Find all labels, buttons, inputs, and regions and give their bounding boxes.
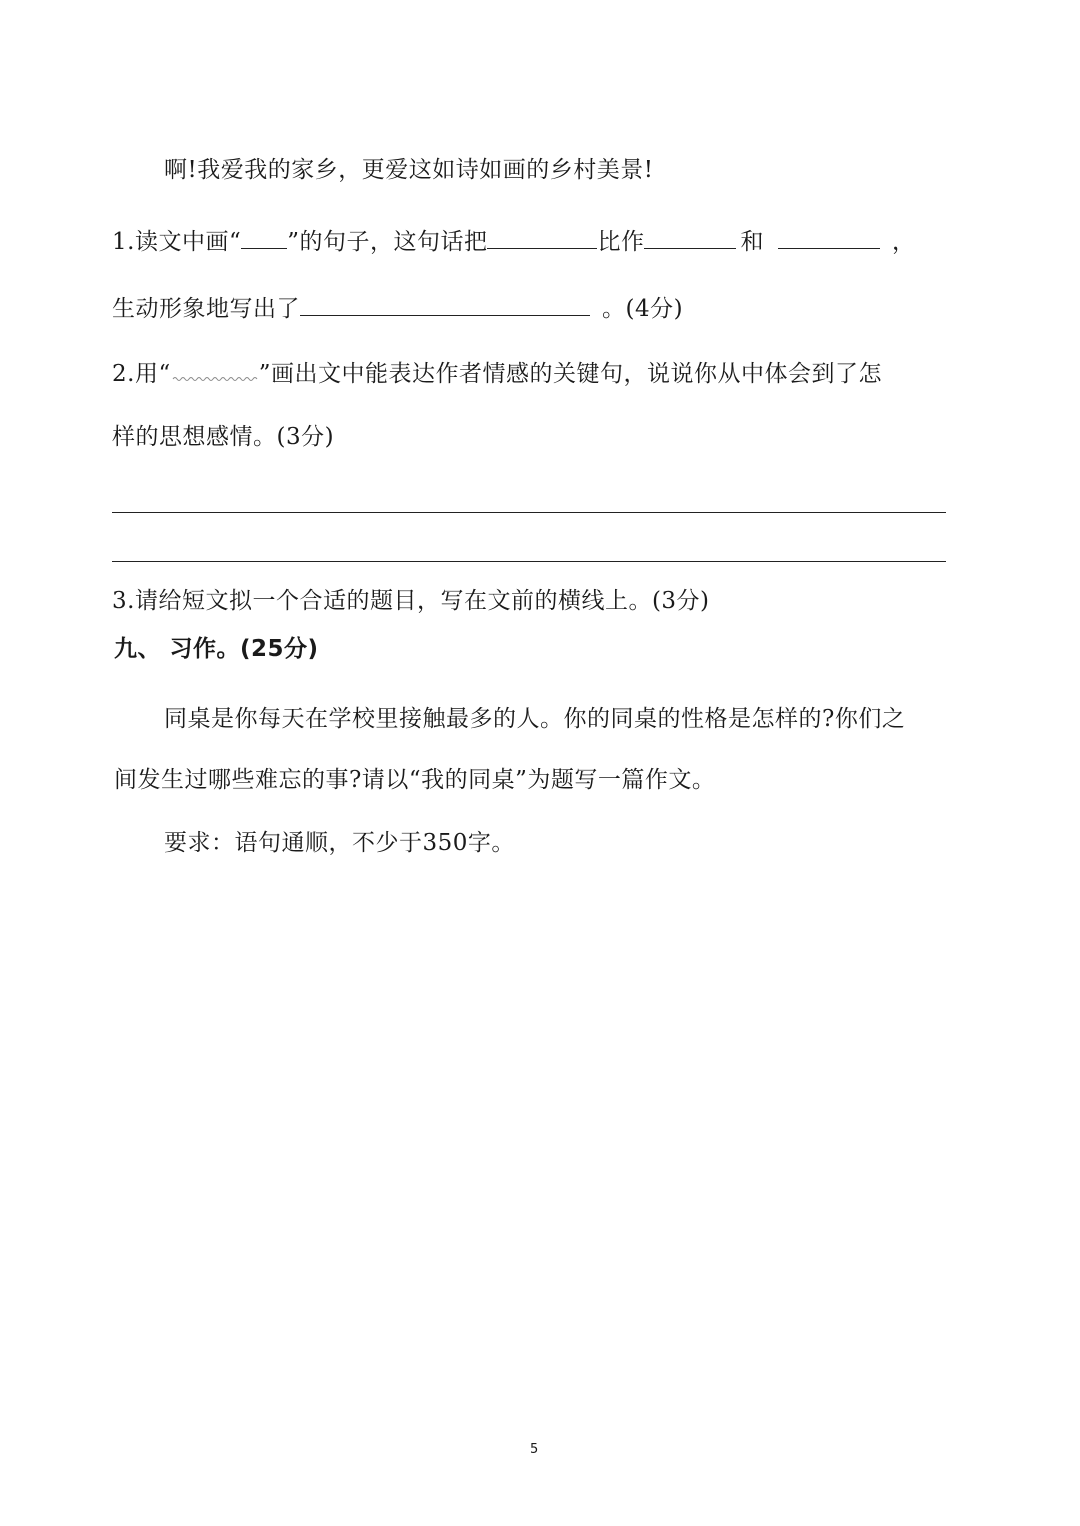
- page-number: 5: [530, 1442, 539, 1457]
- wavy-underline-mark: [171, 355, 259, 381]
- passage-closing-line: [164, 155, 654, 185]
- question-1-score: 。(4分): [602, 296, 684, 322]
- composition-prompt-line-2: [114, 765, 715, 795]
- composition-prompt-line-1: [164, 704, 905, 734]
- answer-blank-2[interactable]: [644, 222, 736, 249]
- question-1-he: 和: [740, 229, 764, 255]
- question-1-line-2-prefix: 生动形象地写出了: [112, 296, 300, 322]
- answer-line-2[interactable]: [112, 561, 946, 562]
- question-1-bizuo: 比作: [597, 229, 645, 255]
- question-2-text: ”画出文中能表达作者情感的关键句，说说你从中体会到了怎: [258, 361, 882, 387]
- composition-requirement-text: 要求：语句通顺，不少于350字。: [164, 830, 515, 856]
- answer-line-1[interactable]: [112, 512, 946, 513]
- question-2-line-2: [112, 422, 334, 452]
- answer-blank-3[interactable]: [778, 222, 880, 249]
- question-1-prefix: 1.读文中画“: [112, 229, 242, 255]
- question-3-text: 3.请给短文拟一个合适的题目，写在文前的横线上。(3分): [112, 588, 710, 614]
- question-3-line: [112, 586, 710, 616]
- composition-requirement-line: [164, 828, 515, 858]
- question-2-line-2-text: 样的思想感情。(3分): [112, 424, 335, 450]
- section-9-heading: [114, 634, 319, 664]
- passage-closing-text: 啊!我爱我的家乡，更爱这如诗如画的乡村美景!: [164, 157, 654, 183]
- question-1-comma: ，: [891, 229, 916, 255]
- composition-prompt-text-2: 间发生过哪些难忘的事?请以“我的同桌”为题写一篇作文。: [114, 767, 716, 793]
- question-1-line-1: [112, 222, 915, 257]
- question-2-prefix: 2.用“: [112, 361, 171, 387]
- composition-prompt-text-1: 同桌是你每天在学校里接触最多的人。你的同桌的性格是怎样的?你们之: [164, 706, 906, 732]
- question-2-line-1: [112, 355, 882, 389]
- question-1-line-2: [112, 289, 683, 324]
- section-9-heading-text: 九、 习作。(25分): [114, 636, 319, 662]
- question-1-mark-close: ”的句子，这句话把: [287, 229, 488, 255]
- answer-blank-1[interactable]: [487, 222, 597, 249]
- answer-blank-4[interactable]: [300, 289, 590, 316]
- underline-mark-example: [241, 222, 287, 249]
